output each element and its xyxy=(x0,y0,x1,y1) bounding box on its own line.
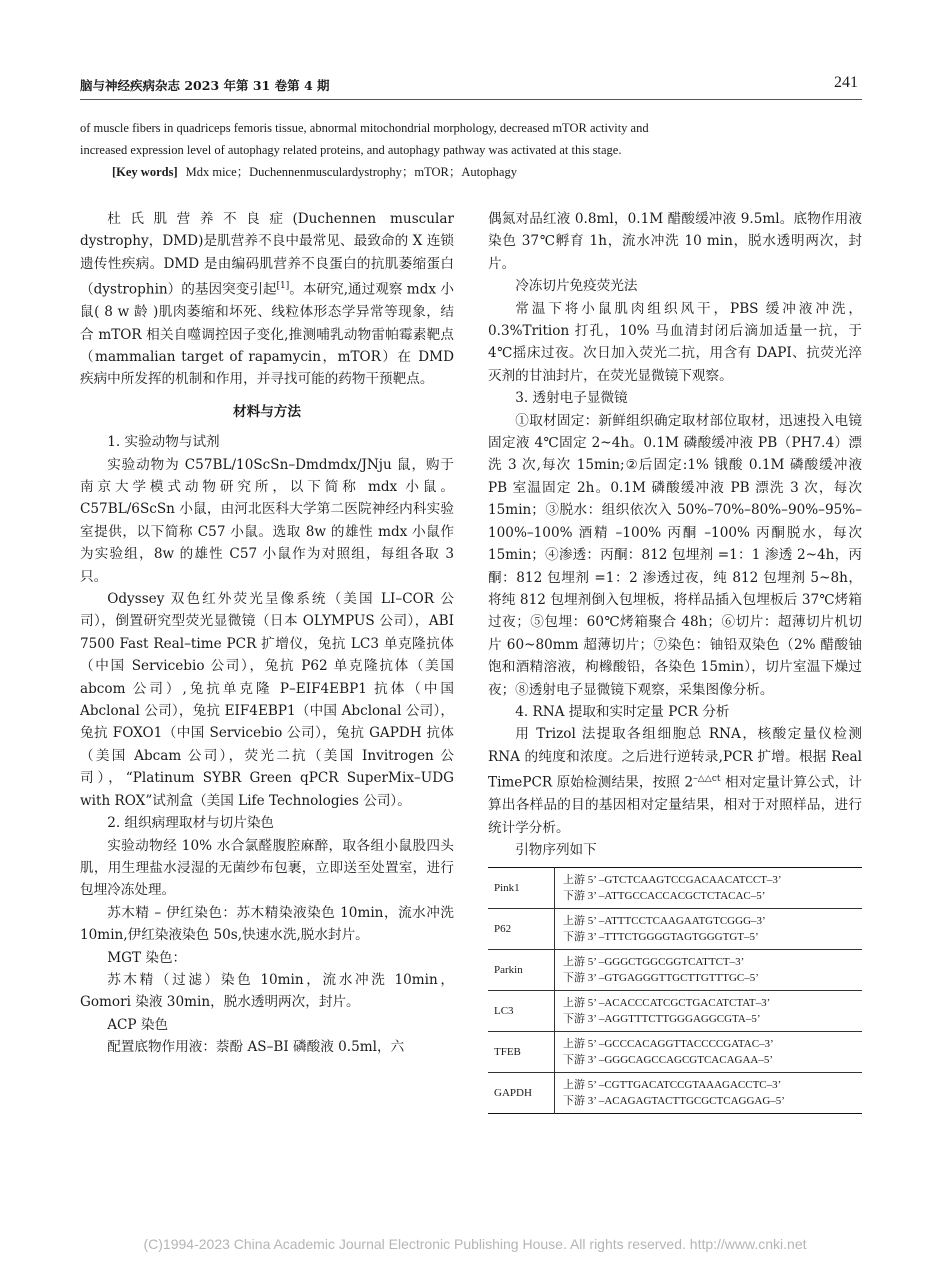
upstream-primer: 上游 5’ –GTCTCAAGTCCGACAACATCCT–3’ xyxy=(563,874,782,887)
upstream-primer: 上游 5’ –ACACCCATCGCTGACATCTAT–3’ xyxy=(563,997,771,1010)
header-rule xyxy=(80,99,862,100)
paragraph-mgt: 苏木精（过滤）染色 10min，流水冲洗 10min，Gomori 染液 30min，脱水透明两次，封片。 xyxy=(80,971,454,1011)
gene-name: P62 xyxy=(488,909,555,950)
primer-row xyxy=(488,1073,862,1114)
citation-ref: [1] xyxy=(276,281,290,292)
abstract-line: increased expression level of autophagy related proteins, and autophagy pathway was activated at this stage. xyxy=(80,143,622,157)
subheading: 1. 实验动物与试剂 xyxy=(107,434,220,451)
gene-name: GAPDH xyxy=(488,1073,555,1114)
downstream-primer: 下游 3’ –TTTCTGGGGTAGTGGGTGT–5’ xyxy=(563,931,759,944)
paragraph-rna: 用 Trizol 法提取各组细胞总 RNA，核酸定量仪检测RNA 的纯度和浓度。之后进行逆转录,PCR 扩增。根据 Real TimePCR 原始检测结果，按照 $2^{-\triangle\triangle ct}$ 相对定量计算公式，计算出各样品的目的基因相对定量结果，相对于对照样品，进行统计学分析。 xyxy=(488,726,862,836)
subheading: 4. RNA 提取和实时定量 PCR 分析 xyxy=(515,703,730,720)
gene-name: Pink1 xyxy=(488,868,555,909)
primer-intro: 引物序列如下 xyxy=(515,841,597,858)
running-header: 脑与神经疾病杂志 2023 年第 31 卷第 4 期 xyxy=(80,78,330,93)
paragraph-he-stain: 苏木精 – 伊红染色：苏木精染液染色 10min，流水冲洗 10min,伊红染液染色 50s,快速水洗,脱水封片。 xyxy=(80,904,454,944)
upstream-primer: 上游 5’ –GCCCACAGGTTACCCCGATAC–3’ xyxy=(563,1038,774,1051)
upstream-primer: 上游 5’ –ATTTCCTCAAGAATGTCGGG–3’ xyxy=(563,915,766,928)
paragraph-acp: 配置底物作用液：萘酚 AS–BI 磷酸液 0.5ml，六 xyxy=(107,1039,405,1056)
right-column xyxy=(488,208,862,1114)
gene-name: Parkin xyxy=(488,950,555,991)
acp-title: ACP 染色 xyxy=(107,1016,169,1033)
paragraph-animals: 实验动物为 C57BL/10ScSn–Dmdmdx/JNju 鼠，购于南京大学模式动物研究所，以下简称 mdx 小鼠。C57BL/6ScSn 小鼠，由河北医科大学第二医院神经内科实验室提供，以下简称 C57 小鼠。选取 8w 的雄性 mdx 小鼠作为实验组，8w 的雄性 C57 小鼠作为对照组，每组各取 3 只。 xyxy=(80,456,454,585)
primer-row xyxy=(488,1032,862,1073)
left-column xyxy=(80,208,454,1059)
downstream-primer: 下游 3’ –AGGTTTCTTGGGAGGCGTA–5’ xyxy=(563,1013,761,1026)
keywords xyxy=(112,161,862,183)
downstream-primer: 下游 3’ –ATTGCCACCACGCTCTACAC–5’ xyxy=(563,890,766,903)
abstract-line: of muscle fibers in quadriceps femoris tissue, abnormal mitochondrial morphology, decreased mTOR activity and xyxy=(80,121,649,135)
primer-row xyxy=(488,909,862,950)
subheading: 2. 组织病理取材与切片染色 xyxy=(107,815,275,832)
downstream-primer: 下游 3’ –ACAGAGTACTTGCGCTCAGGAG–5’ xyxy=(563,1095,785,1108)
downstream-primer: 下游 3’ –GTGAGGGTTGCTTGTTTGC–5’ xyxy=(563,972,759,985)
upstream-primer: 上游 5’ –GGGCTGGCGGTCATTCT–3’ xyxy=(563,956,745,969)
primer-sequences xyxy=(555,1073,863,1114)
primer-row xyxy=(488,868,862,909)
gene-name: LC3 xyxy=(488,991,555,1032)
formula-exponent: –△△ct xyxy=(693,774,721,785)
page-number: 241 xyxy=(834,74,858,91)
primer-sequences xyxy=(555,1032,863,1073)
section-title: 材料与方法 xyxy=(233,403,301,420)
if-title: 冷冻切片免疫荧光法 xyxy=(515,278,638,295)
copyright-footer: (C)1994-2023 China Academic Journal Electronic Publishing House. All rights reserved. http://www.cnki.net xyxy=(143,1236,807,1252)
paragraph-reagents: Odyssey 双色红外荧光呈像系统（美国 LI–COR 公司），倒置研究型荧光显微镜（日本 OLYMPUS 公司），ABI 7500 Fast Real–time PCR 扩增仪，兔抗 LC3 单克隆抗体（中国 Servicebio 公司），兔抗 P62 单克隆抗体（美国 abcom 公司）,兔抗单克隆 P–EIF4EBP1 抗体（中国 Abclonal 公司），兔抗 EIF4EBP1（中国 Abclonal 公司），兔抗 FOXO1（中国 Servicebio 公司），兔抗 GAPDH 抗体（美国 Abcam 公司），荧光二抗（美国 Invitrogen 公司），“Platinum SYBR Green qPCR SuperMix–UDG with ROX”试剂盒（美国 Life Technologies 公司）。 xyxy=(80,591,454,809)
keywords-text: Mdx mice；Duchennenmusculardystrophy；mTOR；Autophagy xyxy=(185,165,517,179)
primer-sequences xyxy=(555,950,863,991)
upstream-primer: 上游 5’ –CGTTGACATCCGTAAAGACCTC–3’ xyxy=(563,1079,782,1092)
gene-name: TFEB xyxy=(488,1032,555,1073)
primer-row xyxy=(488,950,862,991)
primer-sequences xyxy=(555,909,863,950)
primer-row xyxy=(488,991,862,1032)
intro-paragraph: 杜氏肌营养不良症(Duchennen muscular dystrophy，DMD)是肌营养不良中最常见、最致命的 X 连锁遗传性疾病。DMD 是由编码肌营养不良蛋白的抗肌萎缩蛋白（dystrophin）的基因突变引起[1]。本研究,通过观察 mdx 小鼠( 8 w 龄 )肌肉萎缩和坏死、线粒体形态学异常等现象，结合 mTOR 相关自噬调控因子变化,推测哺乳动物雷帕霉素靶点（mammalian target of rapamycin，mTOR）在 DMD 疾病中所发挥的机制和作用，并寻找可能的药物干预靶点。 xyxy=(80,211,454,388)
mgt-title: MGT 染色： xyxy=(107,949,187,966)
primer-sequences xyxy=(555,991,863,1032)
primer-sequences xyxy=(555,868,863,909)
subheading: 3. 透射电子显微镜 xyxy=(515,390,628,407)
downstream-primer: 下游 3’ –GGGCAGCCAGCGTCACAGAA–5’ xyxy=(563,1054,774,1067)
paragraph-acp-cont: 偶氮对品红液 0.8ml，0.1M 醋酸缓冲液 9.5ml。底物作用液染色 37℃孵育 1h，流水冲洗 10 min，脱水透明两次，封片。 xyxy=(488,211,862,272)
primer-table xyxy=(488,867,862,1114)
paragraph-if: 常温下将小鼠肌肉组织风干，PBS 缓冲液冲洗，0.3%Trition 打孔，10% 马血清封闭后滴加适量一抗，于 4℃摇床过夜。次日加入荧光二抗，用含有 DAPI、抗荧光淬灭剂的甘油封片，在荧光显微镜下观察。 xyxy=(488,300,862,384)
paragraph-tem: ①取材固定：新鲜组织确定取材部位取材，迅速投入电镜固定液 4℃固定 2~4h。0.1M 磷酸缓冲液 PB（PH7.4）漂洗 3 次,每次 15min;②后固定:1% 锇酸 0.1M 磷酸缓冲液 PB 室温固定 2h。0.1M 磷酸缓冲液 PB 漂洗 3 次，每次 15min；③脱水：组织依次入 50%–70%–80%–90%–95%–100%–100% 酒精 –100% 丙酮 –100% 丙酮脱水，每次 15min；④渗透：丙酮：812 包埋剂 =1：1 渗透 2~4h，丙酮：812 包埋剂 =1：2 渗透过夜，纯 812 包埋剂 5~8h，将纯 812 包埋剂倒入包埋板，将样品插入包埋板后 37℃烤箱过夜；⑤包埋：60℃烤箱聚合 48h；⑥切片：超薄切片机切片 60~80mm 超薄切片；⑦染色：铀铅双染色（2% 醋酸铀饱和酒精溶液，枸橼酸铅，各染色 15min），切片室温下燥过夜；⑧透射电子显微镜下观察，采集图像分析。 xyxy=(488,412,862,698)
english-abstract-tail xyxy=(80,117,862,183)
paragraph-tissue: 实验动物经 10% 水合氯醛腹腔麻醉，取各组小鼠股四头肌，用生理盐水浸湿的无菌纱布包裹，立即送至处置室，进行包埋冷冻处理。 xyxy=(80,837,454,899)
keywords-label: [Key words] xyxy=(112,165,178,179)
